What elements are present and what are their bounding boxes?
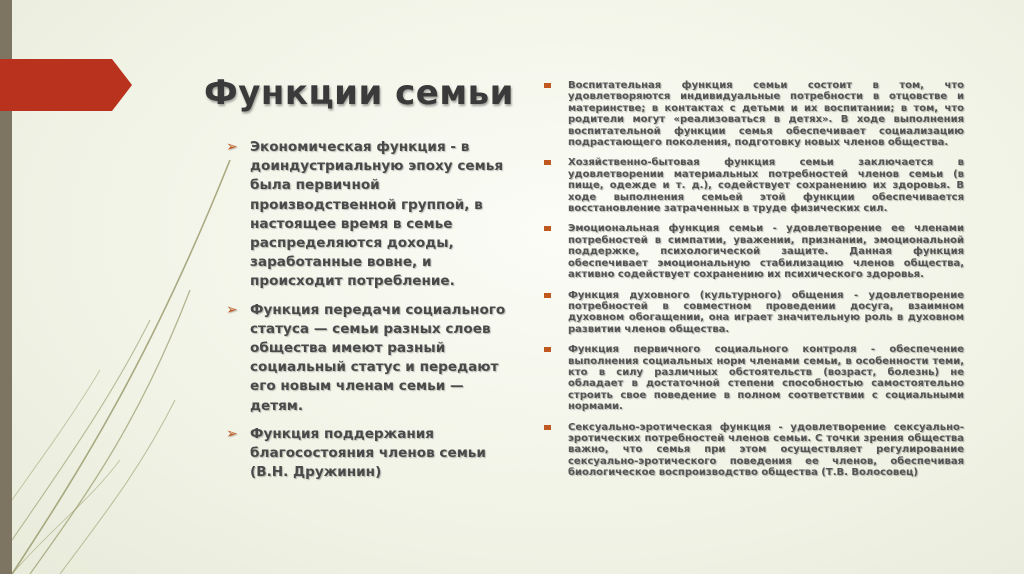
square-bullet-icon [544,293,551,298]
right-list-item [544,422,964,479]
right-item-text: Эмоциональная функция семьи - удовлетворение ее членами потребностей в симпатии, уважении, признании, эмоциональной поддержке, психологической защите. Данная функция обеспечивает эмоциональную стабилизацию членов общества, активно содействует сохранению их психического здоровья. [568,223,964,281]
right-item-text: Функция духовного (культурного) общения - удовлетворение потребностей в совместном проведении досуга, взаимном духовном обогащении, она играет значительную роль в духовном развитии членов общества. [568,289,964,335]
square-bullet-icon [544,83,551,88]
left-item-text: Функция передачи социального статуса — семьи разных слоев общества имеют разный социальный статус и передают его новым членам семьи — детям. [250,301,506,414]
left-item-text: Экономическая функция - в доиндустриальную эпоху семья была первичной производственной группой, в настоящее время в семье распределяются доходы, заработанные вовне, и происходит потребление. [250,139,504,290]
right-list-item [544,223,964,280]
right-list-item [544,344,964,412]
chevron-right-icon: ➢ [226,301,238,318]
left-list-item [226,301,516,416]
square-bullet-icon [544,160,551,165]
right-list-item [544,157,964,214]
left-item-text: Функция поддержания благосостояния членов семьи (В.Н. Дружинин) [250,425,486,481]
square-bullet-icon [544,347,551,352]
square-bullet-icon [544,425,551,430]
left-list-item [226,138,516,292]
right-item-text: Функция первичного социального контроля - обеспечение выполнения социальных норм членами семьи, в особенности теми, кто в силу различных обстоятельств (возраст, болезнь) не обладает в достаточной степени способностью самостоятельно строить свое поведение в полном соответствии с социальными нормами. [568,344,964,413]
right-item-text: Воспитательная функция семьи состоит в том, что удовлетворяются индивидуальные потребности в отцовстве и материнстве; в контактах с детьми и их воспитании; в том, что родители могут «реализоваться в детях». В ходе выполнения воспитательной функции семья обеспечивает социализацию подрастающего поколения, подготовку новых членов общества. [568,80,964,149]
right-list-item [544,80,964,148]
chevron-right-icon: ➢ [226,139,238,155]
right-item-text: Хозяйственно-бытовая функция семьи заключается в удовлетворении материальных потребностей членов семьи (в пище, одежде и т. д.), содействует сохранению их здоровья. В ходе выполнения семьей этой функции обеспечивается восстановление затраченных в труде физических сил. [568,157,964,215]
slide-title: Функции семьи [204,73,514,113]
chevron-right-icon: ➢ [226,425,238,442]
left-list-item [226,425,516,483]
right-item-text: Сексуально-эротическая функция - удовлетворение сексуально-эротических потребностей членов семьи. С точки зрения общества важно, что семья при этом осуществляет регулирование сексуально-эротического поведения ее членов, обеспечивая биологическое воспроизводство общества (Т.В. Волосовец) [568,421,964,479]
left-function-list [226,138,516,491]
square-bullet-icon [544,226,551,231]
right-list-item [544,290,964,336]
right-function-list [544,80,964,488]
